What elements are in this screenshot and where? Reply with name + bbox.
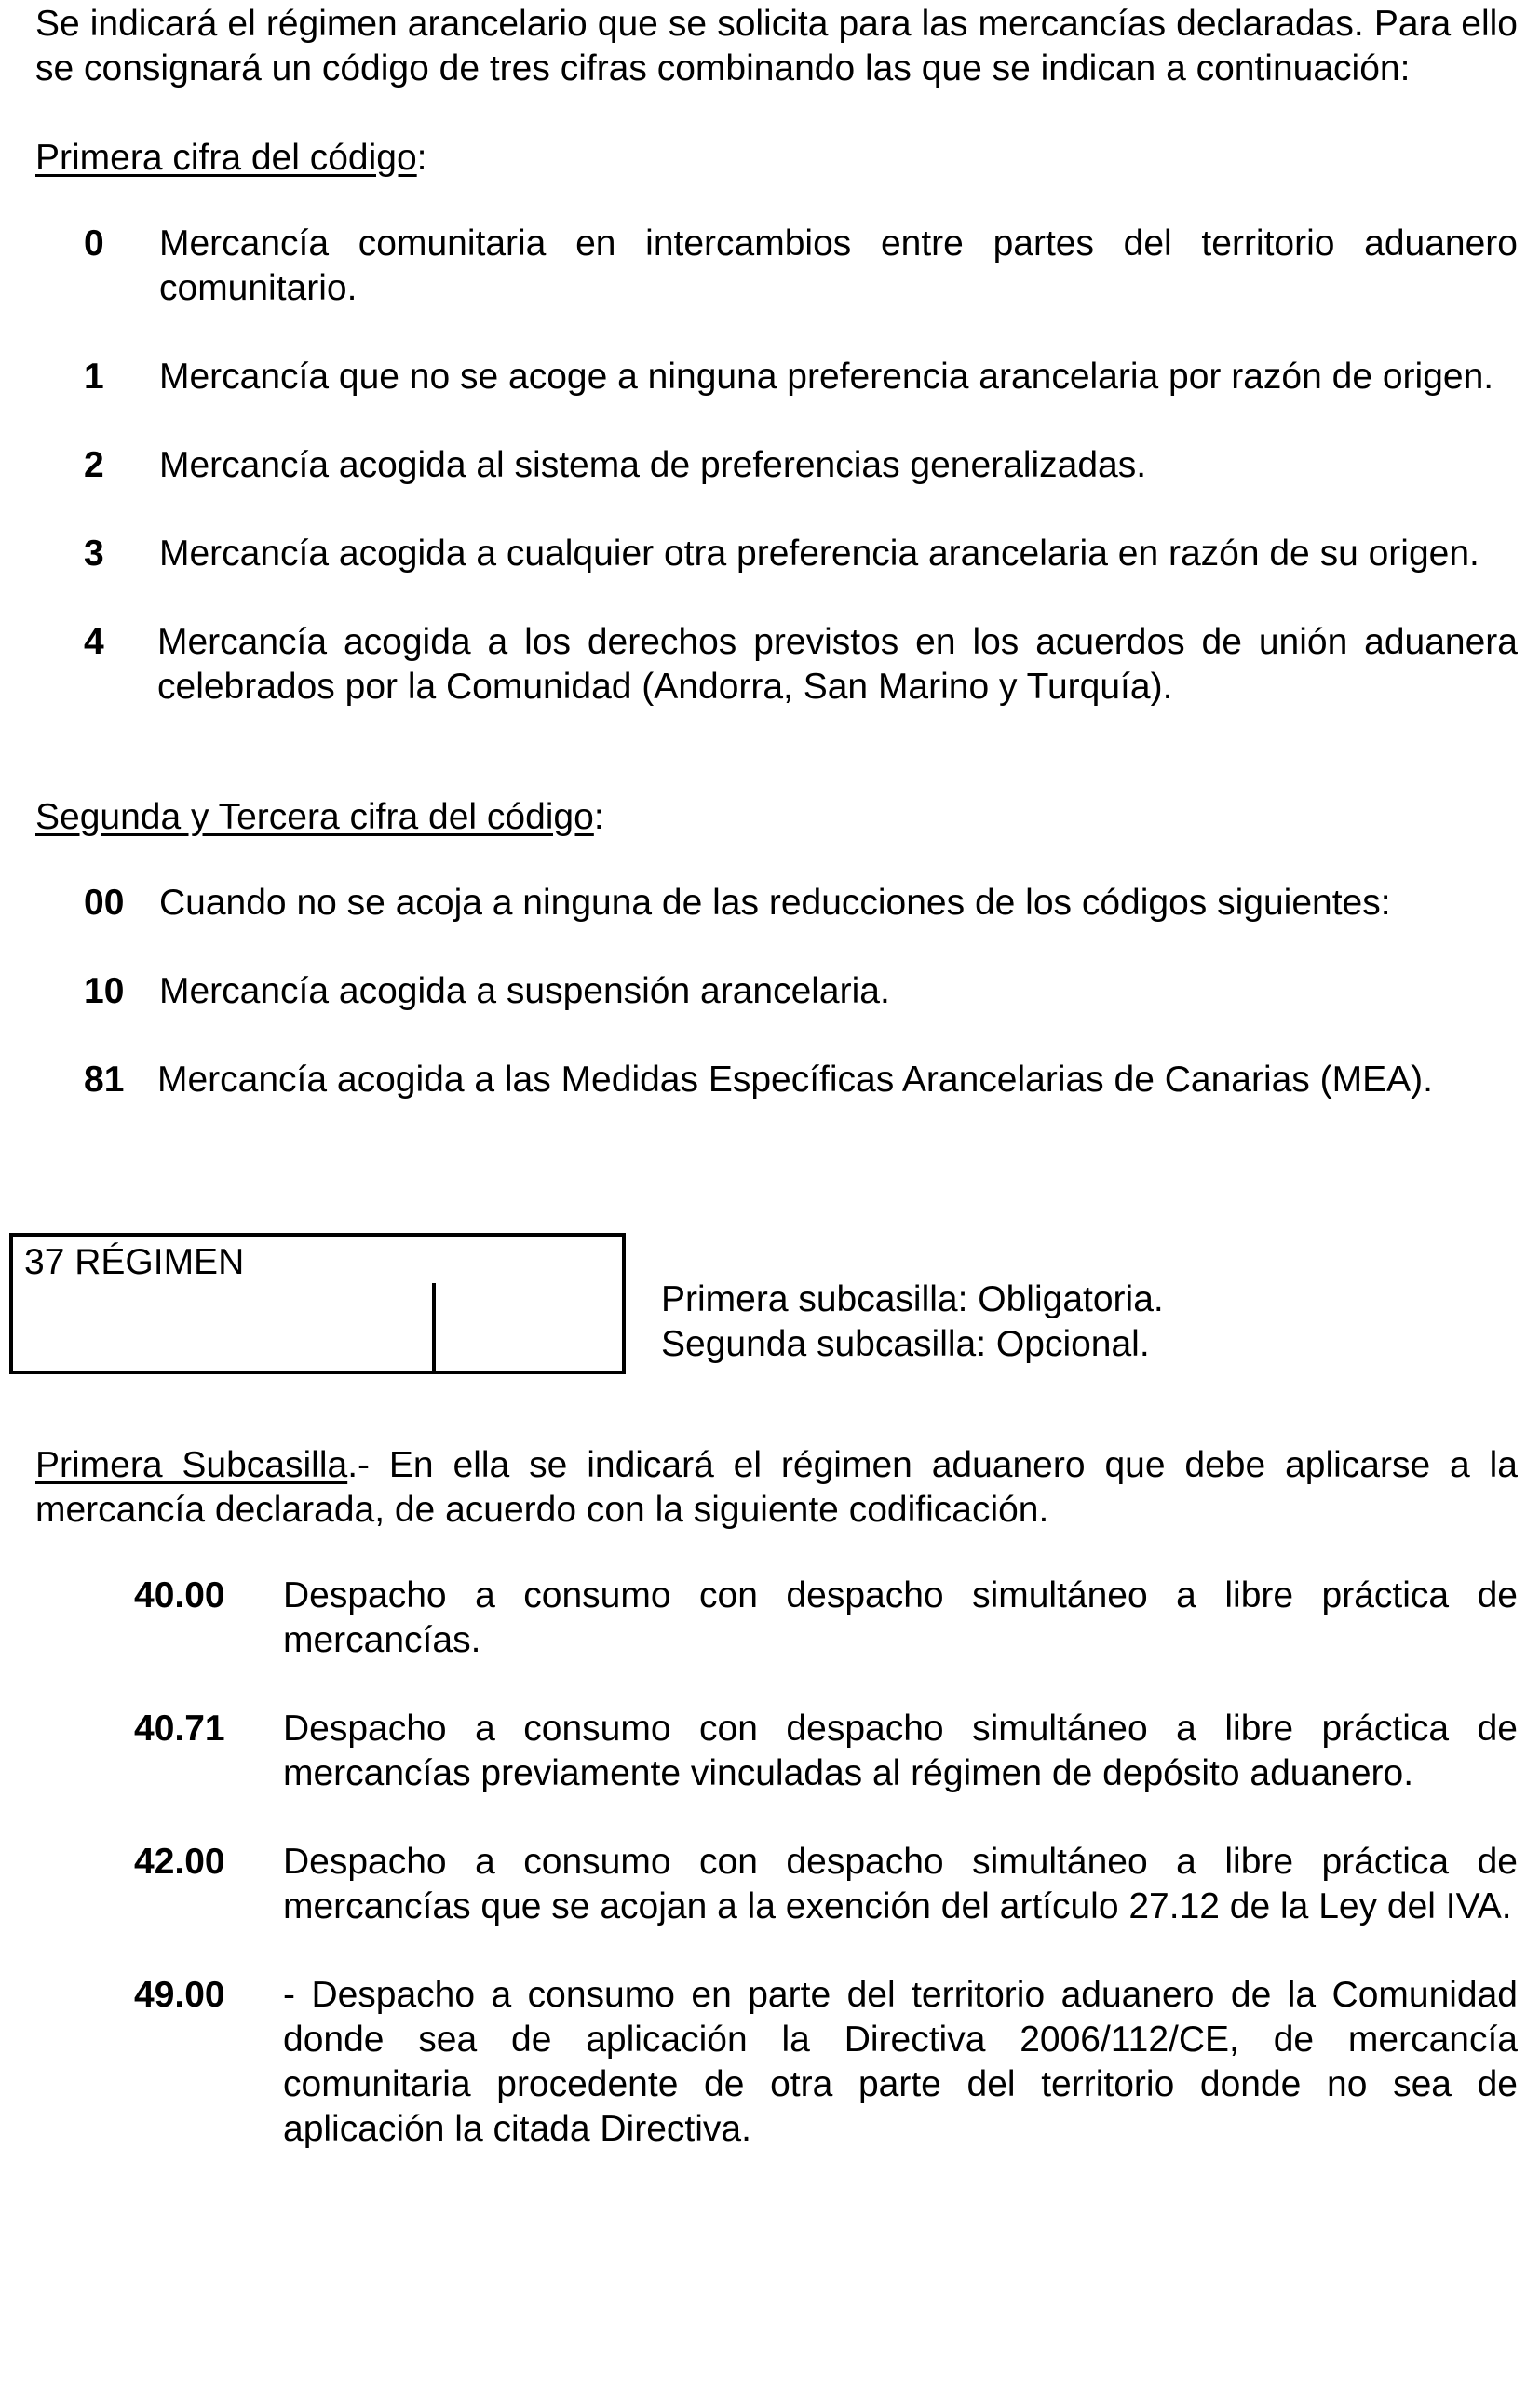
list-item <box>35 532 1518 576</box>
item-code: 42.00 <box>134 1842 225 1882</box>
item-text: Mercancía comunitaria en intercambios entre partes del territorio aduanero comunitario. <box>159 223 1518 308</box>
item-code: 00 <box>84 883 125 923</box>
list-item <box>35 1058 1518 1102</box>
primera-cifra-heading <box>35 136 1518 181</box>
casilla-37-box <box>9 1233 626 1374</box>
item-text: - Despacho a consumo en parte del territorio aduanero de la Comunidad donde sea de aplicación la Directiva 2006/112/CE, de mercancía comunitaria procedente de otra parte del territorio donde no sea de aplicación la citada Directiva. <box>283 1975 1518 2149</box>
item-code: 4 <box>84 622 104 662</box>
list-item <box>35 1973 1518 2152</box>
item-text: Mercancía que no se acoge a ninguna preferencia arancelaria por razón de origen. <box>159 357 1494 397</box>
item-code: 40.00 <box>134 1575 225 1615</box>
primera-subcasilla-label: Primera Subcasilla <box>35 1445 348 1485</box>
list-item <box>35 881 1518 926</box>
primera-subcasilla-paragraph <box>35 1443 1518 1533</box>
item-code: 49.00 <box>134 1975 225 2015</box>
regimen-list <box>35 1574 1518 2152</box>
segunda-tercera-list <box>35 881 1518 1102</box>
item-text: Despacho a consumo con despacho simultáneo a libre práctica de mercancías previamente vinculadas al régimen de depósito aduanero. <box>283 1709 1518 1793</box>
document-page <box>24 0 1518 2152</box>
item-code: 81 <box>84 1060 125 1100</box>
segunda-tercera-heading-colon: : <box>593 797 604 837</box>
list-item <box>35 969 1518 1014</box>
item-text: Mercancía acogida a suspensión arancelaria. <box>159 971 890 1011</box>
item-code: 2 <box>84 445 104 485</box>
list-item <box>35 1574 1518 1663</box>
item-code: 1 <box>84 357 104 397</box>
item-text: Despacho a consumo con despacho simultáneo a libre práctica de mercancías que se acojan a la exención del artículo 27.12 de la Ley del IVA. <box>283 1842 1518 1926</box>
list-item <box>35 222 1518 311</box>
list-item <box>35 355 1518 399</box>
item-code: 0 <box>84 223 104 264</box>
primera-cifra-heading-colon: : <box>416 138 427 178</box>
item-code: 10 <box>84 971 125 1011</box>
casilla-note-segunda: Segunda subcasilla: Opcional. <box>661 1324 1150 1364</box>
primera-cifra-list <box>35 222 1518 709</box>
item-text: Mercancía acogida al sistema de preferencias generalizadas. <box>159 445 1147 485</box>
primera-subcasilla-text: .- En ella se indicará el régimen aduanero que debe aplicarse a la mercancía declarada, de acuerdo con la siguiente codificación. <box>35 1445 1518 1530</box>
casilla-37-notes <box>661 1277 1164 1367</box>
casilla-37-title: 37 RÉGIMEN <box>24 1242 245 1282</box>
intro-paragraph: Se indicará el régimen arancelario que se solicita para las mercancías declaradas. Para ello se consignará un código de tres cifras combinando las que se indican a continuación: <box>35 4 1518 88</box>
list-item <box>35 620 1518 709</box>
list-item <box>35 1707 1518 1796</box>
item-text: Mercancía acogida a cualquier otra preferencia arancelaria en razón de su origen. <box>159 534 1479 574</box>
item-text: Cuando no se acoja a ninguna de las reducciones de los códigos siguientes: <box>159 883 1391 923</box>
primera-cifra-heading-label: Primera cifra del código <box>35 138 417 178</box>
subcasilla-divider <box>432 1283 436 1374</box>
item-text: Despacho a consumo con despacho simultáneo a libre práctica de mercancías. <box>283 1575 1518 1660</box>
segunda-tercera-heading <box>35 795 1518 840</box>
casilla-note-primera: Primera subcasilla: Obligatoria. <box>661 1279 1164 1319</box>
item-text: Mercancía acogida a las Medidas Específicas Arancelarias de Canarias (MEA). <box>157 1060 1433 1100</box>
list-item <box>35 1840 1518 1929</box>
item-code: 3 <box>84 534 104 574</box>
segunda-tercera-heading-label: Segunda y Tercera cifra del código <box>35 797 594 837</box>
item-code: 40.71 <box>134 1709 225 1749</box>
list-item <box>35 443 1518 488</box>
casilla-37-section <box>24 1233 1518 1382</box>
item-text: Mercancía acogida a los derechos previstos en los acuerdos de unión aduanera celebrados por la Comunidad (Andorra, San Marino y Turquía). <box>157 622 1518 707</box>
